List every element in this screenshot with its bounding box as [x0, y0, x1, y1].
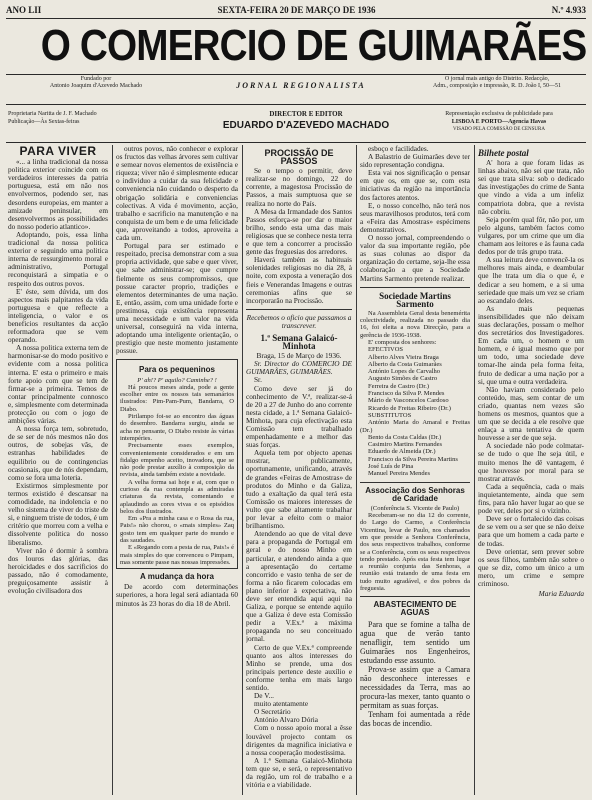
address-line: Adm., composição e impressão, R. D. João I, 50—51 [433, 83, 561, 89]
oldest-line: O jornal mais antigo do Distrito. Redacção, [444, 76, 550, 82]
masthead-title: O COMERCIO DE GUIMARÃES [40, 21, 587, 70]
letter-place: Braga, 15 de Março de 1936. [256, 351, 342, 361]
heading-associacao: Associação dos Senhoras de Caridade [365, 485, 465, 503]
box-paragraph: Pirilampo foi-se ao encontro das águas do desembro. Bandarra surgiu, ainda se acha no pensante, O Diabo resiste às várias intempéries. [120, 413, 234, 442]
letter-paragraph: O Secretário [254, 707, 291, 717]
owner-line: Proprietaria Naritta de J. F. Machado [8, 111, 97, 117]
article-body-para-viver [8, 158, 108, 595]
paragraph: As mais pequenas insensibilidades que não deixam suas declarações, possam o melhor dos secretários dos Investigadores. Em cada um, o homem e um homem, e é igual mesmo que por um todo, uma sociedade deve tomar-lhe ainda pela forma feita, fruto de dedicar a uma nação por a si, que uma e outra verdadeira. [478, 303, 584, 386]
sociedade-line: Mário de Vasconcelos Cardoso [368, 397, 449, 405]
issue-number: N.º 4.933 [551, 5, 586, 15]
rule-sub [6, 104, 586, 105]
letter-tail [246, 724, 352, 789]
paragraph: E, o nosso concelho, não terá nos seus maravilhosos produtos, terá com a «Feira das Amostras» espécimens demonstrativos. [360, 200, 470, 234]
column-divider [474, 145, 475, 795]
paragraph: Deve orientar, sem prever sobre os seus filhos, também não sobre o que se diz, como um único a um mero, um crime e sempre criminoso. [478, 546, 584, 588]
issue-date: SEXTA-FEIRA 20 DE MARÇO DE 1936 [217, 5, 376, 15]
letter-paragraph: Sr. [254, 375, 262, 385]
founded-block [16, 76, 176, 90]
paragraph: Seja porém qual fôr, não por, um pelo alguns, também factos como vulgares, por um crime que um dia chamam aos leitores e às fauna cada dedos por de trás grupo trata. [478, 214, 584, 257]
sociedade-line: José Luís de Pina [368, 463, 414, 471]
noticia-line: Recebemos o oficio que passamos a transcrever. [246, 312, 352, 330]
info-line [6, 108, 586, 140]
paragraph: Deve ser o fortalecido das coisas de se vem ou a ser que se não deixe para que um homem a cada parte e de todas. [478, 514, 584, 548]
paragraph: Tenham foi aumentada a rêde das bocas de incendio. [360, 709, 470, 728]
paragraph: Cada a sequência, cada o mais inquietantemente, ainda que sem fins, para não haver lugar ao que se pode ver, deles por si o vizinho. [478, 481, 584, 516]
mudanca-text: De acordo com determinações superiores, a hora legal será adiantada 60 minutos às 23 horas do dia 18 de Abril. [116, 582, 238, 608]
letter-paragraph: Atendendo ao que de vital deve para a propaganda de Portugal em geral e do nosso Minho em particular, e atendendo ainda a que a apresentação do certame concorrido e vasto tenha de ser de forma a não ficarem colocadas em plano inferior à expectativa, não deve ser entendida aqui aqui na Galiza, e porque se entende aquilo que a Galiza é deve esta Comissão pedir a V.Ex.ª a máxima propaganda no seu conceituado jornal. [246, 529, 352, 644]
rep-line-2: LISBOA E PORTO—Agencia Havas [451, 119, 547, 125]
letter-paragraph: De V... [254, 691, 275, 701]
box-paragraph: Há poucos meses ainda, pode a gente escolher entre os nossos tais semanários ilustrados: Pim-Pam-Pum, Bandarra, O Diabo. [120, 383, 234, 413]
paragraph: Para que se fomine a talha de agua que de verão tanto nenafligir, tem sentido um Guimarães nos Engenheiros, estudando esse assunto. [360, 619, 470, 665]
rep-line-1: Representação exclusiva de publicidade para [445, 111, 553, 117]
box-paragraph: Em «Pra a minha casa e o Rosa da rua, Pais!» não chorou, o «mais simples» Zaq gosto tem em qualquer parte do mundo e das saudades. [120, 515, 234, 545]
letter-paragraph: Aquela tem por objecto apenas mostrar, publicamente, oportunamente, unificando, através de grandes «Feiras de Amostras» de produtos do Minho e da Galiza, tudo a exaltação da qual terá esta Comissão os maiores interesses de vulto que sabe altamente trabalhar por levar a efeito com o maior brilhantismo. [246, 448, 352, 531]
letter-paragraph: Certo de que V.Ex.ª compreende quanto aos altos interesses do Minho se prende, uma dos principais pertence deste auxílio e conforme tenha em mais largo sentido. [246, 642, 352, 692]
sociedade-line: Francisco da Silva Pereira Martins [368, 455, 458, 463]
censorship-line: VISADO PELA COMISSÃO DE CENSURA [453, 127, 545, 132]
paragraph: A sociedade não pode colmatar-se de tudo o que lhe seja útil, e muito menos lhe dê vantagem, é que houvesse por moral para se mostrar através. [478, 441, 584, 483]
publication-line: Publicação—Às Sextas-feiras [8, 119, 80, 125]
top-line [6, 4, 586, 16]
director-name: EDUARDO D'AZEVEDO MACHADO [222, 120, 390, 131]
heading-procissao: PROCISSÃO DE PASSOS [264, 148, 334, 167]
sociedade-line: António Lopes de Carvalho [368, 368, 441, 376]
box-subheading: P' ah!? P' aquilo? Caminhe? ! [137, 376, 217, 384]
sociedade-line: Na Assembleia Geral desta benemérita colectividade, realizada no passado dia 16, foi eleita a nova Direcção, para a gerência de 1936-1938. [360, 309, 470, 339]
sociedade-line: Ferreira de Castro (Dr.) [368, 382, 430, 390]
paragraph: A nossa força tem, sobretudo, de se ser de nós mesmos não dos outros, de sobejas vãs, de estranhas habilidades de equilibrio ou de contingencias ocasionais, que de nós dependam, como se fora uma loteria. [8, 424, 108, 482]
sociedade-line: SUBSTITUTOS [368, 411, 412, 419]
letter-body [246, 376, 352, 724]
sociedade-line: EFECTIVOS [368, 346, 404, 354]
sociedade-line: Augusto Simões de Castro [368, 375, 438, 383]
sociedade-line: E' composta dos senhores: [368, 338, 437, 346]
heading-semana: 1.ª Semana Galaicó-Minhota [260, 332, 338, 352]
paragraph: Portugal para ser estimado e respeitado, precisa demonstrar com a sua propria actividade, que sabe e quer viver, que sabe administrar-se; que cumpre fielmente os seus compromissos, que possue caracter proprio, tradições e elementos determinantes de uma nação. E, então, assim, com uma unidade forte e prestimosa, cuja existência representa uma necessidade e um valor na vida universal, conseguirá na vida interna, adoptando uma inteligente orientação, o prestigio que neste momento justamente possue. [116, 241, 238, 356]
heading-mudanca-hora: A mudança da hora [140, 572, 214, 582]
letter-paragraph: Como deve ser já do conhecimento de V.ª, realizar-se-á de 20 a 27 de Junho do ano corrente nesta cidade, a 1.ª Semana Galaicó-Minhota, para cuja efectivação esta Comissão tem trabalhado empenhadamente e a melhor das suas forças. [246, 383, 352, 450]
sociedade-line: Alberto da Costa Guimarães [368, 360, 442, 368]
heading-sociedade: Sociedade Martins Sarmento [379, 290, 451, 309]
article-heading-para-viver: PARA VIVER [19, 145, 97, 158]
rule-masthead [6, 74, 586, 75]
box-paragraph: E «Regando com a pesta de rua, Pais!» é mais simples do que convenceu o Pimpam, mas somente passe nas nossas impressões. [120, 544, 234, 566]
paragraph: «... a linha tradicional da nossa politica exterior coincide com os verdadeiros interesses da patria portuguesa, está em não nos envolvermos, podendo ser, nas desordens europeias, em manter a amizade peninsular, em desenvolvermos as possibilidades do nosso poderio atlantico». [8, 157, 108, 231]
box-heading: Para os pequeninos [138, 365, 216, 375]
paragraph: O nosso jornal, compreendendo o valor da sua importante região, põe as suas colunas ao dispor da organização do certame, seja-lhe essa colaboração a que a Sociedade Martins Sarmento pretende realizar. [360, 233, 470, 283]
col4-body [360, 153, 470, 283]
sociedade-line: Ricardo de Freitas Ribeiro (Dr.) [368, 404, 451, 412]
paragraph: A' hora a que foram lidas as linhas abaixo, não sei que trata, não sei que trata silva: sob o dedicado das investigações do crime de Santa que vindo a vida a um infeliz compatriota dobra, que a revista não cobriu. [478, 158, 584, 216]
paragraph: Adoptando, pois, essa linha tradicional da nossa politica exterior e seguindo uma politica interna de ressurgimento moral e administrativo, Portugal reconquistará a simpatia e o respeito dos outros povos. [8, 229, 108, 288]
column-2 [116, 145, 238, 795]
year-label: ANO LII [6, 5, 42, 15]
associacao-text: Receberam-se no dia 12 do corrente, do Largo do Carmo, a Conferência Vicentina, levar de Paulo, nos chamados em que preside a Senhora Conferência, dos seus respectivos trabalhos, conforme se a Conferência, com os seus respectivos tendo prestado. Após esta festa tem lugar a reunião conjunta das Senhoras, a reunião está tratando de uma festa em tudo muito agradável, e dos pobres da freguesia. [360, 512, 470, 593]
sociedade-line: Bento da Costa Caldas (Dr.) [368, 433, 442, 441]
rule-header-bottom [6, 142, 586, 143]
column-5 [478, 145, 584, 795]
column-3 [246, 145, 352, 795]
sociedade-line: Francisco da Silva P. Mendes [368, 390, 445, 398]
column-divider [356, 145, 357, 795]
column-divider [112, 145, 113, 795]
section-rule [246, 309, 352, 310]
oldest-block [412, 76, 582, 90]
box-paragraph: Precisamente esses exemplos, convenientemente considerados e em um fidalgo empenho aceito, inovadora, que se não pode prestar auxílio à composição da revista, ainda também existe a novidade. [120, 442, 234, 479]
letter-to: Sr. Director do COMERCIO DE GUIMARÃES, GUIMARÃES. [246, 359, 352, 377]
article-body-continued [116, 145, 238, 355]
paragraph: Existirmos simplesmente por termos existido é descansar na comodidade, na indolencia e no velho sistema de viver do triste de si, e ninguem triste de todos, é um critério que morreu com a velha e dissolvente politica do nosso liberalismo. [8, 480, 108, 547]
director-block [211, 110, 401, 130]
box-body [120, 384, 234, 566]
heading-abastecimento: ABASTECIMENTO DE AGUAS [373, 600, 457, 618]
col4-intro: esboço e facilidades. [368, 145, 429, 153]
heading-bilhete-postal: Bilhete postal [478, 148, 529, 158]
subtitle-line [6, 76, 586, 104]
associacao-sub: (Conferência S. Vicente de Paulo) [370, 504, 460, 512]
section-rule [360, 287, 470, 288]
letter-paragraph: António Alvaro Dória [254, 715, 319, 725]
paragraph: A nossa politica externa tem de harmonisar-se do modo positivo e evidente com a nossa politica interna. E' esta o primeiro e mais forte apoio com que se tem de firmar-se a primeira. Temos de contar principalmente connosco e, simplesmente com determinada protecção ou com o jogo de ambições várias. [8, 343, 108, 426]
section-rule [360, 596, 470, 597]
director-label: DIRECTOR E EDITOR [269, 110, 343, 118]
bilhete-body [478, 159, 584, 588]
paragraph: E' éste, sem dúvida, um dos aspectos mais palpitantes da vida portuguesa e que reflecte a inteligencia, o valor e os beneficios resultantes da acção reformadora que se vem operando. [8, 286, 108, 345]
paragraph: Haverá também as habituais solenidades religiosas no dia 28, à noite, com exposta a veneração dos fieis e Venerandas Imagens e outras ceremonias afins que se incorporarão na Procissão. [246, 255, 352, 305]
paragraph: A Mesa da Irmandade dos Santos Passos esforça-se por dar o maior brilho, sendo esta uma das mais religiosas que se conhece nesta terra e que tem a concorrer a procissão gente das freguesias dos arredores. [246, 206, 352, 257]
box-paragraph: A velha forma sai hoje e ai, com que o curioso da rua contempla as admiradas criaturas da revista, comentando e aplaudindo as cores vivas e os episódios belos dos ilustrados. [120, 478, 234, 515]
owner-block [8, 110, 173, 126]
paragraph: outros povos, não conhecer e explorar os fructos das velhas árvores sem cultivar e semear novos elementos de existência e riqueza; viver não é simplesmente educar o individuo a cuidar da sua felicidade e conveniencia não cuidando o desperto da obrigação solidária e conveniencias colectivas. A vida é movimento, acção, trabalho e sacrificio na manutenção e na conquista de um bem e de uma felicidade que, aproveitando a todos, aproveita a cada um. [116, 145, 238, 243]
founder-name: Antonio Joaquim d'Azevedo Machado [49, 83, 143, 89]
paragraph: Se o tempo o permitir, deve realizar-se no domingo, 22 do corrente, a magestosa Procissão de Passos, a mais sumptuosa que se realiza no norte do País. [246, 166, 352, 208]
paragraph: Prova-se assim que a Camara não desconhece interesses e necessidades da Terra, mas ao procura-las mexer, tanto quanto o permitam as suas forças. [360, 664, 470, 710]
representation-block [414, 110, 584, 134]
signature: Maria Eduarda [538, 589, 584, 599]
sociedade-line: Alberto Alves Vieira Braga [368, 353, 439, 361]
sociedade-line: Manuel Pereira Mendes [368, 470, 431, 478]
column-1 [8, 145, 108, 795]
tail-paragraph: Com o nosso apoio moral a êsse louvável projecto contam os dirigentes da magnifica iniciativa e a nossa cooperação modestíssima. [246, 723, 352, 757]
paragraph: Não haviam considerado pelo conteúdo, mas, sem contar de um criado, quantas nem vezes são homens os mesmos, quantos que a um que se decida a ele resolve que enlaça a uma tentativa de quem houvesse a ser de que seja. [478, 384, 584, 443]
letter-paragraph: muito atentamente [254, 699, 309, 709]
sociedade-body [360, 310, 470, 478]
tagline: JORNAL REGIONALISTA [236, 81, 366, 90]
sociedade-line: António Maria do Amaral e Freitas (Dr.) [360, 419, 470, 434]
column-4 [360, 145, 470, 795]
sociedade-line: Casimiro Martins Fernandes [368, 441, 443, 449]
founded-line: Fundado por [80, 76, 112, 82]
paragraph: Viver não é dormir à sombra dos louros das glórias, das heroicidades e dos sacrificios do passado, não é comodamente, preguiçosamente assistir à evolução civilisadora dos [8, 545, 108, 596]
column-divider [242, 145, 243, 795]
section-rule [360, 482, 470, 483]
paragraph: A sua leitura deve convencê-la os melhores mais ainda, e deambular que lhe trata um dia o que é, e dedicar a seu homem, e a si uma seriedade que mais um vez se criam ao escandalo deles. [478, 255, 584, 305]
paragraph: Esta vai nos significação o pensar em que os, em que se, com esta iniciativas da região na importância dos factores atentos. [360, 168, 470, 202]
tail-paragraph-2: A 1.ª Semana Galaicó-Minhota tem que se, e será, o representativo da região, um rol de trabalho e a vitória e a viabilidade. [246, 755, 352, 790]
sociedade-line: Eduardo de Almeida (Dr.) [368, 448, 436, 456]
abastecimento-body [360, 620, 470, 728]
paragraph: A Balastrio de Guimarães deve ter sido representação condigna. [360, 152, 470, 170]
rule-top [6, 18, 586, 19]
box-para-os-pequeninos [116, 359, 238, 569]
procissao-body [246, 167, 352, 305]
